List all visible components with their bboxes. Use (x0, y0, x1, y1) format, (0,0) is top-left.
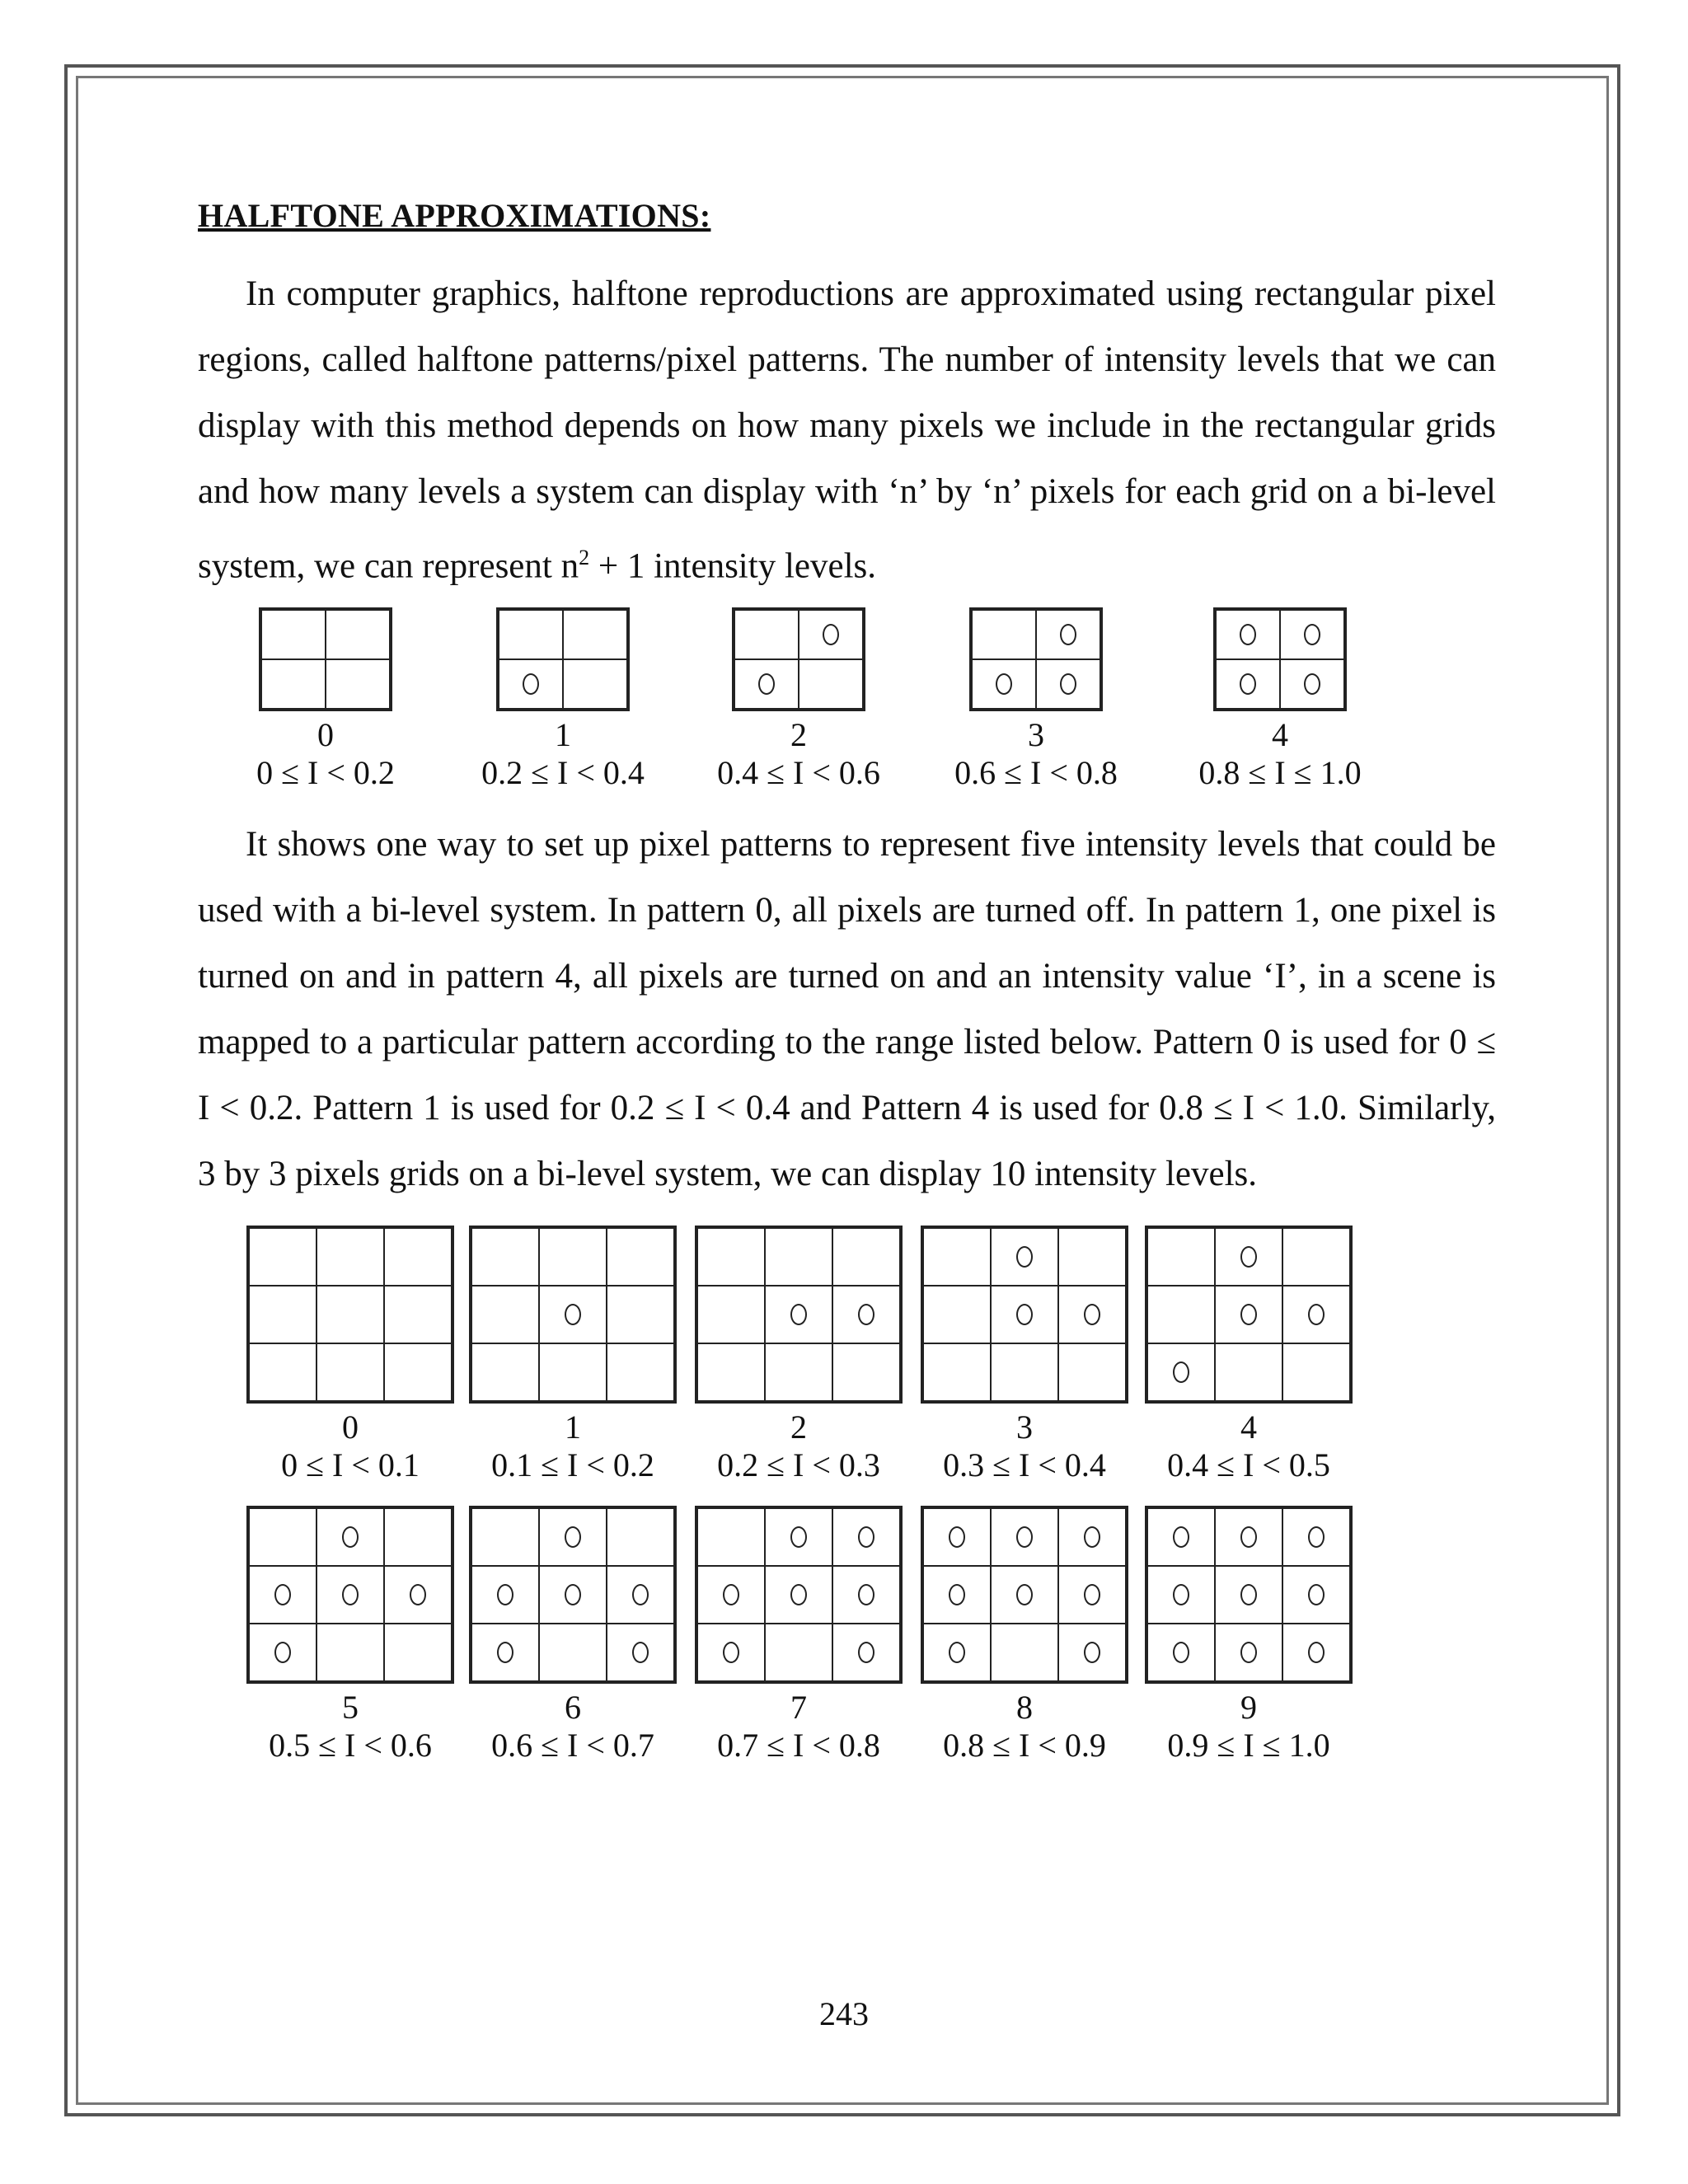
pattern-row-3x3-second (198, 1506, 1496, 1778)
pixel-dot-icon (1084, 1584, 1100, 1605)
pixel-off (384, 1286, 452, 1343)
pixel-dot-icon (1240, 1584, 1257, 1605)
pixel-dot-icon (790, 1526, 807, 1548)
pixel-dot-icon (1304, 624, 1320, 645)
pixel-grid (259, 607, 392, 711)
pixel-on (923, 1566, 991, 1624)
pixel-off (471, 1508, 539, 1566)
pixel-on (697, 1566, 765, 1624)
pixel-on (1215, 1624, 1282, 1681)
pixel-grid (969, 607, 1103, 711)
pixel-off (539, 1624, 607, 1681)
pixel-off (697, 1508, 765, 1566)
pattern-number: 4 (1240, 1408, 1257, 1446)
pixel-dot-icon (274, 1584, 291, 1605)
pixel-off (249, 1228, 316, 1286)
pixel-dot-icon (1084, 1526, 1100, 1548)
pixel-on (923, 1508, 991, 1566)
pixel-grid (732, 607, 865, 711)
pixel-off (384, 1343, 452, 1401)
pattern-3x3-5 (239, 1506, 462, 1765)
pixel-off (261, 610, 326, 659)
pixel-on (1282, 1566, 1350, 1624)
pixel-on (1215, 1566, 1282, 1624)
intensity-range: 0.4 ≤ I < 0.6 (717, 754, 880, 792)
pixel-off (607, 1286, 674, 1343)
pixel-off (765, 1624, 832, 1681)
pixel-off (471, 1228, 539, 1286)
pixel-on (799, 610, 863, 659)
pattern-3x3-6 (462, 1506, 684, 1765)
pixel-on (316, 1508, 384, 1566)
intensity-range: 0.6 ≤ I < 0.7 (491, 1727, 654, 1765)
intensity-range: 0 ≤ I < 0.1 (281, 1446, 420, 1484)
pattern-3x3-4 (1137, 1226, 1360, 1484)
pixel-dot-icon (949, 1584, 965, 1605)
pixel-off (765, 1343, 832, 1401)
pixel-dot-icon (1240, 624, 1256, 645)
pixel-grid (695, 1506, 903, 1684)
pixel-off (316, 1343, 384, 1401)
pixel-grid (246, 1226, 454, 1404)
pixel-off (249, 1508, 316, 1566)
pixel-on (1058, 1624, 1126, 1681)
intensity-range: 0.7 ≤ I < 0.8 (717, 1727, 880, 1765)
pixel-on (1282, 1286, 1350, 1343)
pattern-number: 2 (790, 1408, 807, 1446)
pixel-dot-icon (1084, 1642, 1100, 1663)
pixel-on (539, 1566, 607, 1624)
pixel-off (471, 1286, 539, 1343)
pattern-number: 8 (1016, 1689, 1033, 1727)
pixel-on (1216, 610, 1280, 659)
pixel-grid (1213, 607, 1347, 711)
pixel-off (539, 1343, 607, 1401)
pixel-off (563, 659, 627, 709)
pixel-dot-icon (1308, 1526, 1325, 1548)
pixel-on (991, 1228, 1058, 1286)
pixel-off (1215, 1343, 1282, 1401)
pixel-on (991, 1286, 1058, 1343)
pixel-on (1280, 659, 1344, 709)
pixel-dot-icon (1016, 1304, 1033, 1325)
pattern-3x3-7 (687, 1506, 910, 1765)
pixel-off (261, 659, 326, 709)
exponent: 2 (579, 546, 590, 569)
pixel-off (1147, 1286, 1215, 1343)
pixel-off (607, 1228, 674, 1286)
pixel-off (923, 1343, 991, 1401)
pattern-2x2-2 (712, 607, 885, 792)
pixel-dot-icon (790, 1584, 807, 1605)
pixel-dot-icon (632, 1584, 649, 1605)
pixel-dot-icon (858, 1304, 874, 1325)
pixel-on (384, 1566, 452, 1624)
pixel-on (1036, 659, 1100, 709)
intensity-range: 0.5 ≤ I < 0.6 (269, 1727, 432, 1765)
pixel-dot-icon (1240, 1246, 1257, 1268)
pixel-dot-icon (565, 1304, 581, 1325)
pixel-dot-icon (949, 1526, 965, 1548)
pixel-off (799, 659, 863, 709)
pixel-dot-icon (1308, 1584, 1325, 1605)
pattern-3x3-2 (687, 1226, 910, 1484)
pixel-dot-icon (1308, 1642, 1325, 1663)
page-number: 243 (819, 1995, 869, 2032)
intensity-range: 0.2 ≤ I < 0.4 (481, 754, 645, 792)
pattern-2x2-1 (476, 607, 649, 792)
pattern-2x2-0 (239, 607, 412, 792)
pixel-off (1147, 1228, 1215, 1286)
pixel-off (697, 1228, 765, 1286)
pattern-number: 2 (790, 716, 807, 754)
pixel-off (1058, 1228, 1126, 1286)
pixel-dot-icon (723, 1584, 739, 1605)
pattern-3x3-9 (1137, 1506, 1360, 1765)
pixel-off (249, 1286, 316, 1343)
pixel-on (316, 1566, 384, 1624)
pixel-dot-icon (1016, 1584, 1033, 1605)
pattern-2x2-3 (950, 607, 1123, 792)
pixel-dot-icon (632, 1642, 649, 1663)
pixel-dot-icon (565, 1584, 581, 1605)
pixel-off (832, 1228, 900, 1286)
pixel-on (1282, 1508, 1350, 1566)
pixel-dot-icon (1304, 673, 1320, 695)
pixel-dot-icon (1173, 1584, 1189, 1605)
pixel-dot-icon (1060, 673, 1076, 695)
pixel-dot-icon (790, 1304, 807, 1325)
pixel-off (326, 659, 390, 709)
pattern-number: 9 (1240, 1689, 1257, 1727)
pixel-dot-icon (1240, 1304, 1257, 1325)
pixel-dot-icon (823, 624, 839, 645)
pixel-on (923, 1624, 991, 1681)
pixel-dot-icon (858, 1584, 874, 1605)
pixel-dot-icon (949, 1642, 965, 1663)
intensity-range: 0.8 ≤ I < 0.9 (943, 1727, 1106, 1765)
pattern-number: 5 (342, 1689, 359, 1727)
intensity-range: 0.1 ≤ I < 0.2 (491, 1446, 654, 1484)
pixel-grid (695, 1226, 903, 1404)
pixel-dot-icon (1308, 1304, 1325, 1325)
pixel-off (697, 1286, 765, 1343)
pixel-off (972, 610, 1036, 659)
pixel-dot-icon (858, 1642, 874, 1663)
pixel-on (1147, 1508, 1215, 1566)
pixel-on (991, 1508, 1058, 1566)
pixel-on (539, 1286, 607, 1343)
pixel-dot-icon (1173, 1642, 1189, 1663)
pixel-on (539, 1508, 607, 1566)
pixel-off (1282, 1343, 1350, 1401)
pixel-grid (1145, 1506, 1353, 1684)
pixel-on (1058, 1508, 1126, 1566)
pixel-on (1147, 1343, 1215, 1401)
pattern-number: 1 (555, 716, 571, 754)
pixel-dot-icon (1240, 673, 1256, 695)
pixel-off (1058, 1343, 1126, 1401)
pixel-on (1216, 659, 1280, 709)
intensity-range: 0.2 ≤ I < 0.3 (717, 1446, 880, 1484)
pixel-off (607, 1343, 674, 1401)
pixel-on (832, 1286, 900, 1343)
pixel-grid (469, 1226, 677, 1404)
pixel-on (697, 1624, 765, 1681)
pixel-dot-icon (1084, 1304, 1100, 1325)
pixel-on (991, 1566, 1058, 1624)
pixel-on (1215, 1286, 1282, 1343)
pixel-off (923, 1286, 991, 1343)
pattern-2x2-4 (1193, 607, 1367, 792)
pixel-dot-icon (565, 1526, 581, 1548)
pattern-3x3-8 (913, 1506, 1136, 1765)
pixel-on (249, 1566, 316, 1624)
intro-text: In computer graphics, halftone reproductions are approximated using rectangular pixel regions, called halftone patterns/pixel patterns. The number of intensity levels that we can display with this method depends on how many pixels we include in the rectangular grids and how many levels a system can display with ‘n’ by ‘n’ pixels for each grid on a bi-level system, we can represent n (198, 274, 1496, 586)
pixel-on (249, 1624, 316, 1681)
pattern-number: 7 (790, 1689, 807, 1727)
pixel-on (1058, 1566, 1126, 1624)
pixel-dot-icon (996, 673, 1012, 695)
pixel-dot-icon (758, 673, 775, 695)
pixel-off (316, 1228, 384, 1286)
pixel-on (765, 1566, 832, 1624)
pixel-dot-icon (410, 1584, 426, 1605)
pattern-row-3x3-first (198, 1226, 1496, 1497)
pixel-off (249, 1343, 316, 1401)
pattern-number: 0 (317, 716, 334, 754)
pixel-dot-icon (1240, 1642, 1257, 1663)
intro-text-end: + 1 intensity levels. (589, 546, 876, 586)
pixel-off (499, 610, 563, 659)
intensity-range: 0.3 ≤ I < 0.4 (943, 1446, 1106, 1484)
pixel-on (765, 1286, 832, 1343)
pixel-on (471, 1624, 539, 1681)
pixel-dot-icon (1060, 624, 1076, 645)
pixel-on (832, 1566, 900, 1624)
pixel-grid (1145, 1226, 1353, 1404)
pixel-on (734, 659, 799, 709)
pixel-dot-icon (342, 1584, 359, 1605)
pattern-number: 3 (1028, 716, 1044, 754)
pixel-on (832, 1508, 900, 1566)
pixel-dot-icon (274, 1642, 291, 1663)
pattern-number: 1 (565, 1408, 581, 1446)
pattern-number: 6 (565, 1689, 581, 1727)
pattern-3x3-3 (913, 1226, 1136, 1484)
pixel-on (607, 1624, 674, 1681)
pixel-dot-icon (497, 1584, 513, 1605)
pixel-on (765, 1508, 832, 1566)
pixel-off (832, 1343, 900, 1401)
pixel-on (1280, 610, 1344, 659)
pixel-dot-icon (523, 673, 539, 695)
intensity-range: 0.4 ≤ I < 0.5 (1167, 1446, 1330, 1484)
section-heading: HALFTONE APPROXIMATIONS: (198, 197, 711, 234)
explanation-paragraph: It shows one way to set up pixel patterns to represent five intensity levels that could be used with a bi-level system. In pattern 0, all pixels are turned off. In pattern 1, one pixel is turned on and in pattern 4, all pixels are turned on and an intensity value ‘I’, in a scene is mapped to a particular pattern according to the range listed below. Pattern 0 is used for 0 ≤ I < 0.2. Pattern 1 is used for 0.2 ≤ I < 0.4 and Pattern 4 is used for 0.8 ≤ I < 1.0. Similarly, 3 by 3 pixels grids on a bi-level system, we can display 10 intensity levels. (198, 825, 1496, 1194)
pixel-dot-icon (497, 1642, 513, 1663)
intro-paragraph (198, 261, 1496, 599)
intensity-range: 0.9 ≤ I ≤ 1.0 (1167, 1727, 1330, 1765)
intensity-range: 0 ≤ I < 0.2 (256, 754, 395, 792)
pixel-off (316, 1624, 384, 1681)
pixel-off (991, 1343, 1058, 1401)
pixel-on (1282, 1624, 1350, 1681)
pixel-off (991, 1624, 1058, 1681)
pixel-off (765, 1228, 832, 1286)
pixel-off (563, 610, 627, 659)
pixel-off (384, 1228, 452, 1286)
pixel-off (384, 1624, 452, 1681)
pixel-on (607, 1566, 674, 1624)
pixel-off (734, 610, 799, 659)
pixel-grid (246, 1506, 454, 1684)
pixel-on (832, 1624, 900, 1681)
pattern-3x3-1 (462, 1226, 684, 1484)
pattern-row-2x2 (198, 607, 1496, 805)
intensity-range: 0.6 ≤ I < 0.8 (954, 754, 1118, 792)
pattern-number: 4 (1272, 716, 1288, 754)
pixel-grid (921, 1226, 1128, 1404)
pixel-dot-icon (342, 1526, 359, 1548)
page-content (198, 196, 1496, 1778)
pixel-off (1282, 1228, 1350, 1286)
pixel-dot-icon (1016, 1246, 1033, 1268)
pixel-grid (469, 1506, 677, 1684)
pixel-dot-icon (1016, 1526, 1033, 1548)
pixel-on (1215, 1228, 1282, 1286)
pixel-off (326, 610, 390, 659)
pixel-dot-icon (1173, 1361, 1189, 1383)
pixel-off (923, 1228, 991, 1286)
pixel-off (384, 1508, 452, 1566)
pixel-on (471, 1566, 539, 1624)
pixel-on (1147, 1566, 1215, 1624)
pixel-on (1215, 1508, 1282, 1566)
pixel-on (1036, 610, 1100, 659)
pixel-dot-icon (1173, 1526, 1189, 1548)
pixel-on (972, 659, 1036, 709)
pixel-grid (496, 607, 630, 711)
pixel-off (316, 1286, 384, 1343)
pixel-on (499, 659, 563, 709)
pixel-off (471, 1343, 539, 1401)
pixel-dot-icon (1240, 1526, 1257, 1548)
pixel-dot-icon (858, 1526, 874, 1548)
pattern-3x3-0 (239, 1226, 462, 1484)
pattern-number: 3 (1016, 1408, 1033, 1446)
pixel-on (1147, 1624, 1215, 1681)
pixel-off (539, 1228, 607, 1286)
pixel-grid (921, 1506, 1128, 1684)
pattern-number: 0 (342, 1408, 359, 1446)
intensity-range: 0.8 ≤ I ≤ 1.0 (1198, 754, 1362, 792)
pixel-off (607, 1508, 674, 1566)
pixel-off (697, 1343, 765, 1401)
pixel-dot-icon (723, 1642, 739, 1663)
pixel-on (1058, 1286, 1126, 1343)
